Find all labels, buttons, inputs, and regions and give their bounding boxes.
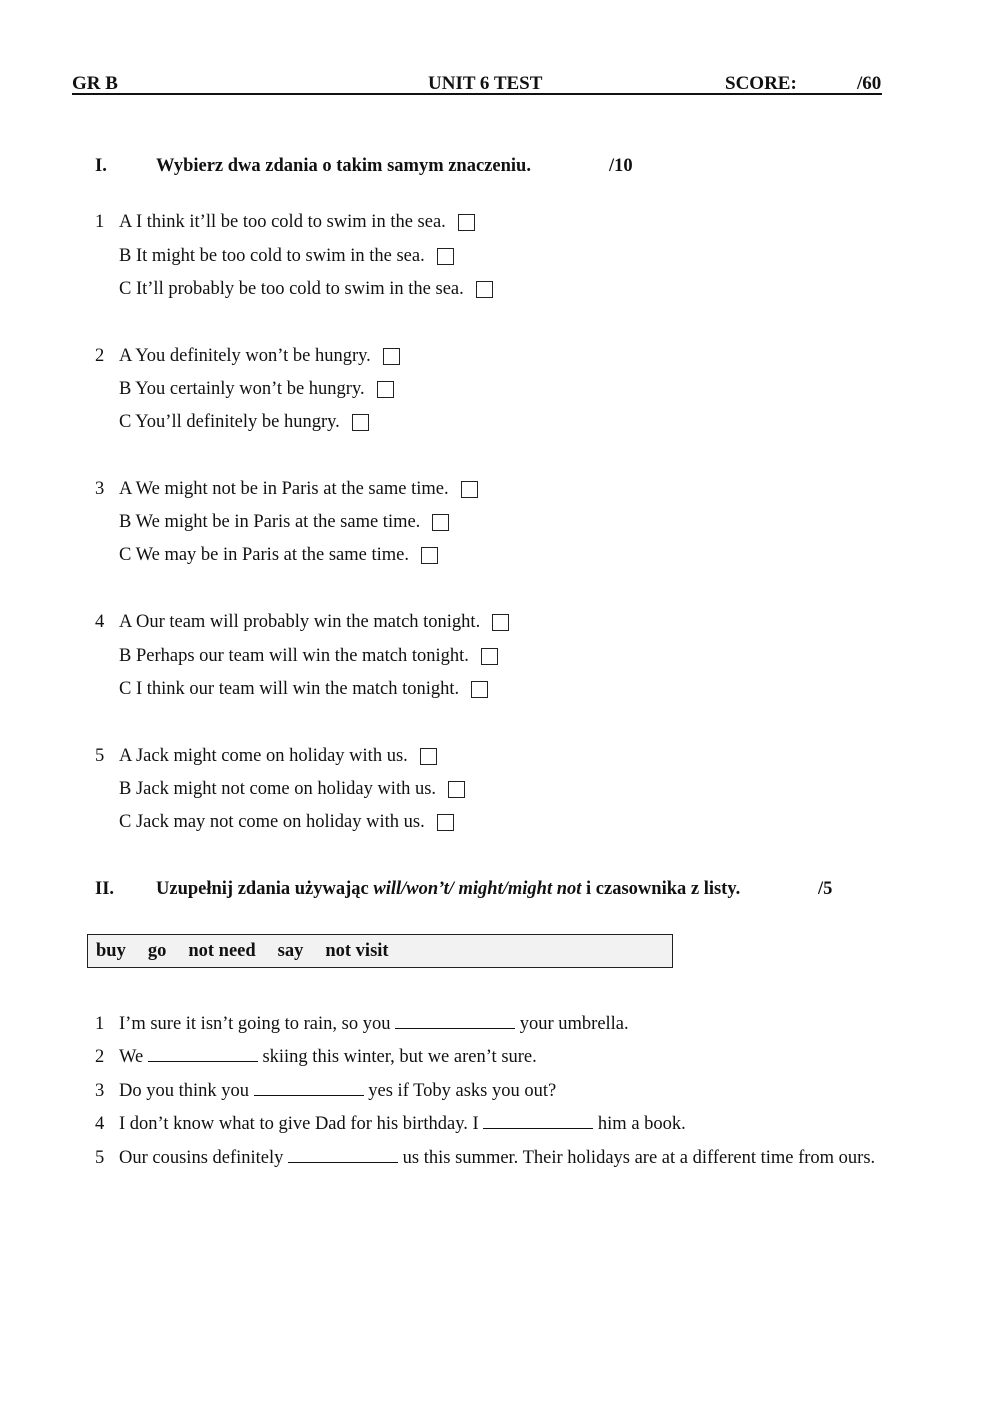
fill-sentence bbox=[95, 1044, 895, 1070]
sentence-after: him a book. bbox=[597, 1114, 686, 1134]
option-row bbox=[119, 545, 438, 566]
option-row bbox=[119, 246, 454, 267]
sentence-number: 4 bbox=[95, 1114, 105, 1134]
answer-checkbox[interactable] bbox=[461, 481, 478, 498]
option-row bbox=[119, 612, 509, 633]
option-row bbox=[119, 512, 449, 533]
option-text: B We might be in Paris at the same time. bbox=[119, 512, 421, 532]
section2-instruction-post: i czasownika z listy. bbox=[586, 879, 741, 899]
word-option: say bbox=[277, 940, 304, 961]
score-total: /60 bbox=[857, 73, 882, 94]
option-row bbox=[119, 646, 498, 667]
option-text: B Jack might not come on holiday with us. bbox=[119, 779, 437, 799]
section1-instruction: Wybierz dwa zdania o takim samym znaczeniu. bbox=[156, 156, 531, 176]
option-text: C You’ll definitely be hungry. bbox=[119, 412, 340, 432]
answer-checkbox[interactable] bbox=[437, 248, 454, 265]
question-number: 1 bbox=[95, 212, 105, 232]
section2-instruction-italic: will/won’t/ might/might not bbox=[373, 879, 582, 899]
option-row bbox=[119, 679, 488, 700]
option-row bbox=[119, 379, 394, 400]
answer-checkbox[interactable] bbox=[383, 348, 400, 365]
option-text: A Jack might come on holiday with us. bbox=[119, 746, 408, 766]
answer-checkbox[interactable] bbox=[471, 681, 488, 698]
section1-points: /10 bbox=[609, 156, 633, 176]
option-row bbox=[119, 746, 437, 767]
sentence-before: Do you think you bbox=[119, 1081, 250, 1101]
answer-checkbox[interactable] bbox=[352, 414, 369, 431]
sentence-number: 5 bbox=[95, 1148, 105, 1168]
answer-checkbox[interactable] bbox=[492, 614, 509, 631]
word-option: go bbox=[147, 940, 167, 961]
option-text: A We might not be in Paris at the same time. bbox=[119, 479, 449, 499]
sentence-after: skiing this winter, but we aren’t sure. bbox=[262, 1047, 537, 1067]
answer-checkbox[interactable] bbox=[476, 281, 493, 298]
group-label: GR B bbox=[72, 73, 118, 94]
fill-sentence bbox=[95, 1111, 895, 1137]
option-text: A Our team will probably win the match tonight. bbox=[119, 612, 481, 632]
section2-instruction-pre: Uzupełnij zdania używając bbox=[156, 879, 369, 899]
answer-blank[interactable] bbox=[148, 1047, 258, 1062]
fill-sentence bbox=[95, 1078, 895, 1104]
option-text: A You definitely won’t be hungry. bbox=[119, 346, 371, 366]
score-label: SCORE: bbox=[725, 73, 797, 94]
sentence-before: Our cousins definitely bbox=[119, 1148, 284, 1168]
word-option: not need bbox=[188, 940, 256, 961]
option-text: B You certainly won’t be hungry. bbox=[119, 379, 365, 399]
word-list-box bbox=[87, 934, 673, 968]
answer-checkbox[interactable] bbox=[421, 547, 438, 564]
answer-checkbox[interactable] bbox=[420, 748, 437, 765]
answer-blank[interactable] bbox=[395, 1014, 515, 1029]
section2-numeral: II. bbox=[95, 879, 115, 899]
answer-checkbox[interactable] bbox=[432, 514, 449, 531]
question-number: 4 bbox=[95, 612, 105, 632]
question-number: 2 bbox=[95, 346, 105, 366]
sentence-number: 2 bbox=[95, 1047, 105, 1067]
option-row bbox=[119, 412, 369, 433]
sentence-before: I don’t know what to give Dad for his birthday. I bbox=[119, 1114, 479, 1134]
question-number: 3 bbox=[95, 479, 105, 499]
sentence-before: We bbox=[119, 1047, 144, 1067]
sentence-before: I’m sure it isn’t going to rain, so you bbox=[119, 1014, 391, 1034]
answer-checkbox[interactable] bbox=[481, 648, 498, 665]
option-row bbox=[119, 479, 478, 500]
sentence-after: yes if Toby asks you out? bbox=[368, 1081, 557, 1101]
word-option: not visit bbox=[325, 940, 389, 961]
answer-checkbox[interactable] bbox=[448, 781, 465, 798]
sentence-number: 1 bbox=[95, 1014, 105, 1034]
section2-instruction bbox=[156, 879, 740, 900]
option-text: C I think our team will win the match tonight. bbox=[119, 679, 460, 699]
answer-checkbox[interactable] bbox=[437, 814, 454, 831]
question-number: 5 bbox=[95, 746, 105, 766]
fill-sentence bbox=[95, 1145, 895, 1171]
section2-points: /5 bbox=[818, 879, 833, 899]
section1-numeral: I. bbox=[95, 156, 107, 176]
option-text: C We may be in Paris at the same time. bbox=[119, 545, 409, 565]
answer-checkbox[interactable] bbox=[458, 214, 475, 231]
word-option: buy bbox=[96, 940, 126, 961]
option-text: C Jack may not come on holiday with us. bbox=[119, 812, 425, 832]
test-title: UNIT 6 TEST bbox=[428, 73, 543, 94]
option-row bbox=[119, 279, 493, 300]
sentence-number: 3 bbox=[95, 1081, 105, 1101]
sentence-after: us this summer. Their holidays are at a different time from ours. bbox=[402, 1148, 876, 1168]
option-text: B It might be too cold to swim in the sea. bbox=[119, 246, 425, 266]
answer-blank[interactable] bbox=[483, 1114, 593, 1129]
option-text: A I think it’ll be too cold to swim in the sea. bbox=[119, 212, 446, 232]
sentence-after: your umbrella. bbox=[519, 1014, 629, 1034]
option-text: B Perhaps our team will win the match tonight. bbox=[119, 646, 469, 666]
answer-blank[interactable] bbox=[254, 1081, 364, 1096]
option-row bbox=[119, 812, 454, 833]
header-underline bbox=[72, 93, 882, 95]
option-row bbox=[119, 779, 465, 800]
answer-blank[interactable] bbox=[288, 1148, 398, 1163]
option-text: C It’ll probably be too cold to swim in the sea. bbox=[119, 279, 464, 299]
option-row bbox=[119, 212, 475, 233]
option-row bbox=[119, 346, 400, 367]
answer-checkbox[interactable] bbox=[377, 381, 394, 398]
fill-sentence bbox=[95, 1011, 895, 1037]
